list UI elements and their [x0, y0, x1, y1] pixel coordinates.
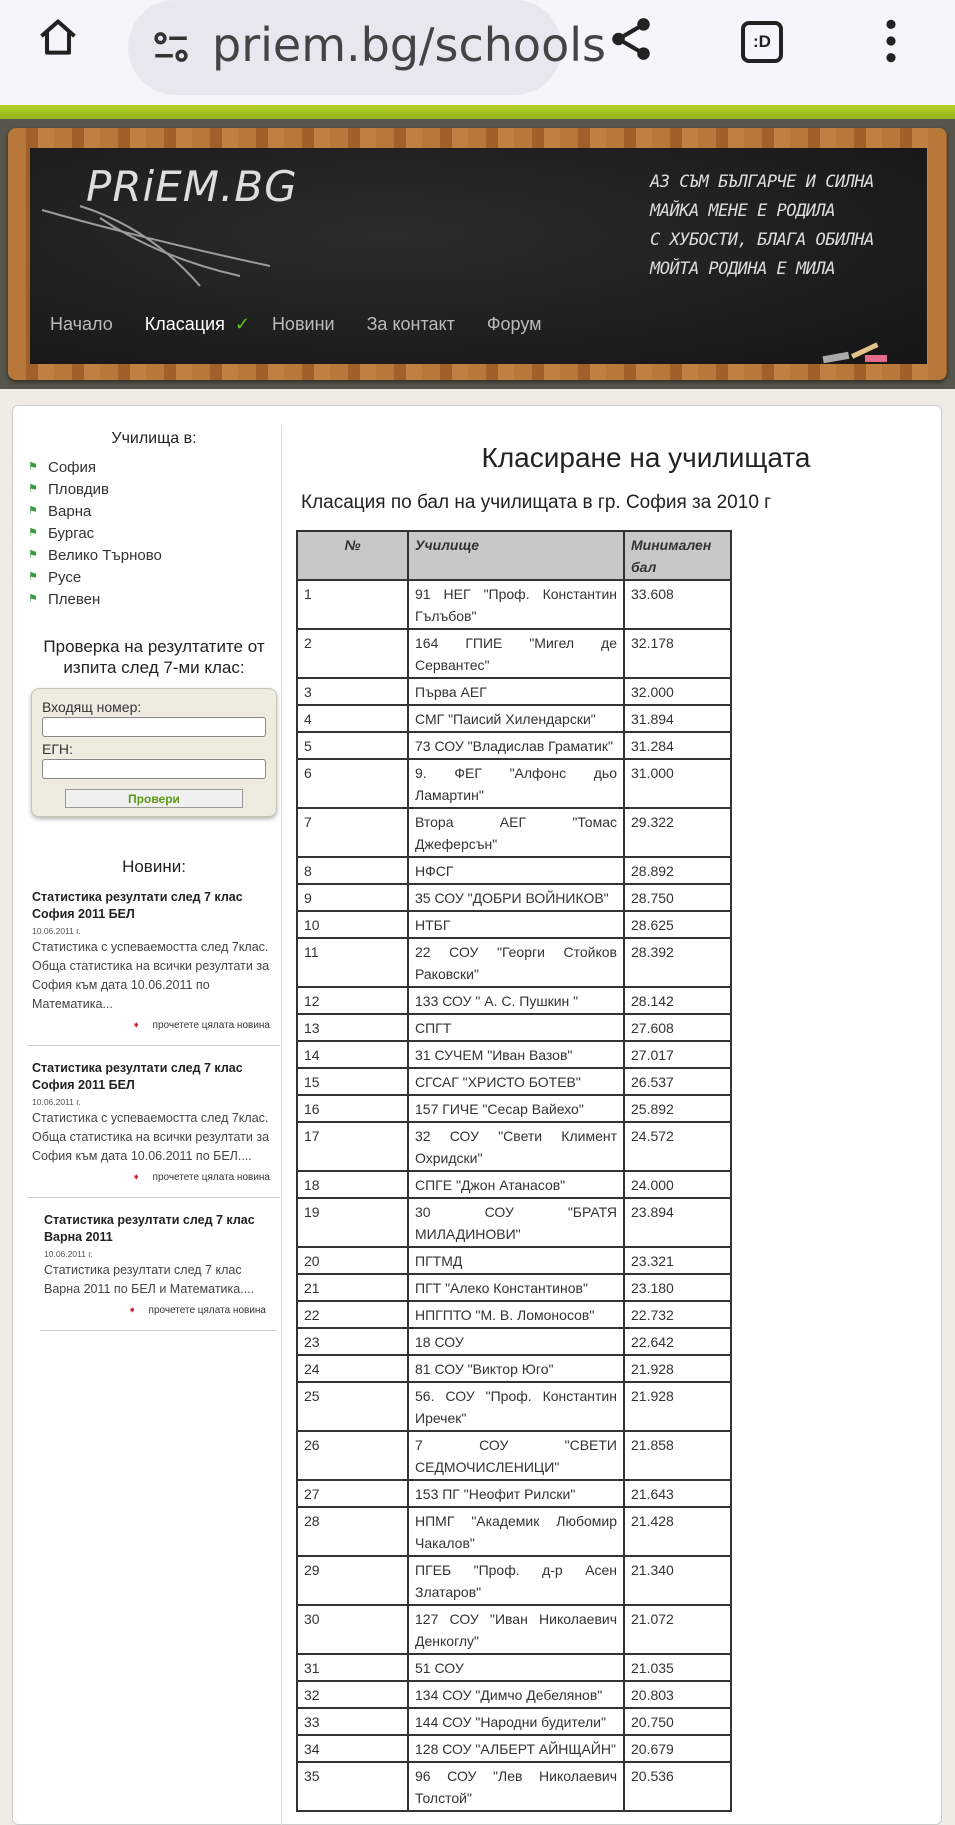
score-cell: 23.321	[624, 1247, 731, 1274]
city-link[interactable]: София	[48, 458, 97, 476]
school-cell: 7 СОУ "СВЕТИ СЕДМОЧИСЛЕНИЦИ"	[408, 1431, 624, 1480]
rank-cell: 27	[297, 1480, 408, 1507]
city-link[interactable]: Русе	[48, 568, 82, 586]
score-cell: 33.608	[624, 580, 731, 629]
rank-cell: 11	[297, 938, 408, 987]
school-cell: 133 СОУ " А. С. Пушкин "	[408, 987, 624, 1014]
flag-icon: ⚑	[28, 548, 38, 561]
school-cell: 157 ГИЧЕ "Сесар Вайехо"	[408, 1095, 624, 1122]
rank-cell: 9	[297, 884, 408, 911]
score-cell: 31.000	[624, 759, 731, 808]
news-title: Новини:	[122, 857, 186, 876]
school-cell: 144 СОУ "Народни будители"	[408, 1708, 624, 1735]
table-row	[297, 1382, 731, 1431]
school-cell: СПГТ	[408, 1014, 624, 1041]
score-cell: 32.000	[624, 678, 731, 705]
table-row	[297, 987, 731, 1014]
flag-icon: ⚑	[28, 526, 38, 539]
sidebar-item-city[interactable]	[28, 544, 280, 566]
rank-cell: 2	[297, 629, 408, 678]
score-cell: 31.894	[624, 705, 731, 732]
table-row	[297, 732, 731, 759]
city-link[interactable]: Плевен	[48, 590, 101, 608]
news-item	[40, 1212, 276, 1331]
rank-cell: 1	[297, 580, 408, 629]
score-cell: 28.392	[624, 938, 731, 987]
school-cell: 51 СОУ	[408, 1654, 624, 1681]
poem-line: АЗ СЪМ БЪЛГАРЧЕ И СИЛНА	[650, 172, 874, 192]
school-cell: 30 СОУ "БРАТЯ МИЛАДИНОВИ"	[408, 1198, 624, 1247]
news-title-link[interactable]: Статистика резултати след 7 клас София 2011 БЕЛ	[32, 1061, 243, 1092]
score-cell: 21.643	[624, 1480, 731, 1507]
school-cell: 128 СОУ "АЛБЕРТ АЙНЩАЙН"	[408, 1735, 624, 1762]
read-more-label[interactable]: прочетете цялата новина	[152, 1020, 270, 1031]
score-cell: 20.750	[624, 1708, 731, 1735]
rank-cell: 15	[297, 1068, 408, 1095]
school-cell: 164 ГПИЕ "Мигел де Сервантес"	[408, 629, 624, 678]
table-row	[297, 884, 731, 911]
nav-contact[interactable]: За контакт	[366, 314, 455, 334]
news-date: 10.06.2011 г.	[44, 1249, 93, 1259]
score-cell: 27.017	[624, 1041, 731, 1068]
table-row	[297, 1247, 731, 1274]
school-cell: 35 СОУ "ДОБРИ ВОЙНИКОВ"	[408, 884, 624, 911]
rank-cell: 31	[297, 1654, 408, 1681]
number-label: Входящ номер:	[42, 699, 142, 715]
rank-cell: 5	[297, 732, 408, 759]
school-cell: 81 СОУ "Виктор Юго"	[408, 1355, 624, 1382]
rank-cell: 14	[297, 1041, 408, 1068]
school-cell: Първа АЕГ	[408, 678, 624, 705]
schools-title: Училища в:	[111, 430, 197, 447]
site-settings-icon[interactable]	[150, 26, 192, 68]
poem	[650, 168, 874, 284]
score-cell: 26.537	[624, 1068, 731, 1095]
score-cell: 21.928	[624, 1355, 731, 1382]
school-cell: НФСГ	[408, 857, 624, 884]
main-nav	[50, 314, 574, 335]
news-excerpt: Статистика с успеваемостта след 7клас. Обща статистика на всички резултати за София към дата 10.06.2011 по БЕЛ....	[32, 1111, 270, 1163]
table-row	[297, 678, 731, 705]
city-link[interactable]: Варна	[48, 502, 92, 520]
chalkboard	[30, 148, 927, 364]
rank-cell: 28	[297, 1507, 408, 1556]
score-cell: 20.536	[624, 1762, 731, 1811]
table-row	[297, 1480, 731, 1507]
score-cell: 20.803	[624, 1681, 731, 1708]
rank-cell: 10	[297, 911, 408, 938]
read-more-label[interactable]: прочетете цялата новина	[148, 1305, 266, 1316]
city-link[interactable]: Пловдив	[48, 480, 109, 498]
rank-cell: 17	[297, 1122, 408, 1171]
score-cell: 29.322	[624, 808, 731, 857]
city-link[interactable]: Бургас	[48, 524, 95, 542]
table-row	[297, 1095, 731, 1122]
score-cell: 23.894	[624, 1198, 731, 1247]
score-cell: 28.892	[624, 857, 731, 884]
score-cell: 21.928	[624, 1382, 731, 1431]
top-accent-strip	[0, 105, 955, 119]
page-title: Класиране на училищата	[481, 442, 811, 473]
nav-forum[interactable]: Форум	[486, 314, 542, 334]
table-row	[297, 1122, 731, 1171]
table-row	[297, 1708, 731, 1735]
rank-cell: 34	[297, 1735, 408, 1762]
score-cell: 24.000	[624, 1171, 731, 1198]
rank-cell: 32	[297, 1681, 408, 1708]
check-title: Проверка на резултатите от изпита след 7-ми клас:	[43, 637, 265, 677]
score-cell: 23.180	[624, 1274, 731, 1301]
school-cell: 22 СОУ "Георги Стойков Раковски"	[408, 938, 624, 987]
city-link[interactable]: Велико Търново	[48, 546, 162, 564]
poem-line: МОЙТА РОДИНА Е МИЛА	[650, 259, 835, 279]
rank-cell: 30	[297, 1605, 408, 1654]
rank-cell: 4	[297, 705, 408, 732]
rank-cell: 35	[297, 1762, 408, 1811]
table-row	[297, 705, 731, 732]
table-row	[297, 1041, 731, 1068]
url-text[interactable]: priem.bg/schools	[212, 18, 606, 72]
school-cell: 73 СОУ "Владислав Граматик"	[408, 732, 624, 759]
school-cell: ПГТ "Алеко Константинов"	[408, 1274, 624, 1301]
nav-home[interactable]: Начало	[50, 314, 113, 334]
table-row	[297, 1556, 731, 1605]
read-more-link[interactable]	[32, 1020, 276, 1031]
score-cell: 32.178	[624, 629, 731, 678]
score-cell: 21.072	[624, 1605, 731, 1654]
rank-cell: 25	[297, 1382, 408, 1431]
school-cell: 91 НЕГ "Проф. Константин Гълъбов"	[408, 580, 624, 629]
page-subtitle: Класация по бал на училищата в гр. София за 2010 г	[301, 492, 772, 513]
home-icon[interactable]	[36, 16, 80, 60]
flag-icon: ⚑	[28, 482, 38, 495]
sidebar-item-city[interactable]	[28, 478, 280, 500]
school-cell: СМГ "Паисий Хилендарски"	[408, 705, 624, 732]
school-cell: НТБГ	[408, 911, 624, 938]
table-row	[297, 1328, 731, 1355]
rank-cell: 20	[297, 1247, 408, 1274]
check-icon: ✓	[234, 314, 250, 334]
school-cell: 56. СОУ "Проф. Константин Иречек"	[408, 1382, 624, 1431]
school-cell: 153 ПГ "Неофит Рилски"	[408, 1480, 624, 1507]
rank-cell: 21	[297, 1274, 408, 1301]
city-list	[28, 456, 280, 610]
table-header	[297, 531, 731, 580]
school-cell: 32 СОУ "Свети Климент Охридски"	[408, 1122, 624, 1171]
address-bar[interactable]	[128, 0, 606, 95]
read-more-link[interactable]	[32, 1172, 276, 1183]
table-row	[297, 808, 731, 857]
news-title-link[interactable]: Статистика резултати след 7 клас Варна 2011	[44, 1213, 255, 1244]
read-more-label[interactable]: прочетете цялата новина	[152, 1172, 270, 1183]
news-list	[28, 889, 280, 1331]
sidebar-item-city[interactable]	[28, 522, 280, 544]
arrow-icon: ➧	[128, 1305, 137, 1316]
read-more-link[interactable]	[44, 1305, 272, 1316]
score-cell: 27.608	[624, 1014, 731, 1041]
chalkboard-header	[8, 128, 947, 380]
news-item	[28, 889, 280, 1046]
table-row	[297, 1735, 731, 1762]
check-button[interactable]: Провери	[65, 789, 243, 808]
rank-cell: 33	[297, 1708, 408, 1735]
rank-cell: 24	[297, 1355, 408, 1382]
school-cell: СГСАГ "ХРИСТО БОТЕВ"	[408, 1068, 624, 1095]
egn-input[interactable]	[42, 759, 266, 779]
column-divider	[281, 425, 282, 1825]
table-row	[297, 1355, 731, 1382]
main-content	[296, 430, 936, 1812]
col-number: №	[297, 531, 408, 580]
rank-cell: 13	[297, 1014, 408, 1041]
table-row	[297, 1068, 731, 1095]
score-cell: 20.679	[624, 1735, 731, 1762]
poem-line: С ХУБОСТИ, БЛАГА ОБИЛНА	[650, 230, 874, 250]
table-row	[297, 1301, 731, 1328]
nav-ranking[interactable]: Класация	[144, 314, 225, 334]
chalk-scribble-icon	[40, 198, 280, 288]
table-row	[297, 1014, 731, 1041]
rank-cell: 23	[297, 1328, 408, 1355]
browser-toolbar	[0, 0, 955, 105]
share-icon[interactable]	[606, 14, 656, 64]
table-row	[297, 938, 731, 987]
table-row	[297, 580, 731, 629]
table-row	[297, 1681, 731, 1708]
table-row	[297, 1274, 731, 1301]
score-cell: 21.340	[624, 1556, 731, 1605]
score-cell: 31.284	[624, 732, 731, 759]
rank-cell: 22	[297, 1301, 408, 1328]
flag-icon: ⚑	[28, 570, 38, 583]
result-check-form	[31, 688, 277, 817]
number-input[interactable]	[42, 717, 266, 737]
school-cell: СПГЕ "Джон Атанасов"	[408, 1171, 624, 1198]
school-cell: ПГТМД	[408, 1247, 624, 1274]
col-school: Училище	[408, 531, 624, 580]
sidebar-item-city[interactable]	[28, 500, 280, 522]
tab-switcher-icon[interactable]: :D	[741, 21, 783, 63]
sidebar-item-city[interactable]	[28, 588, 280, 610]
table-row	[297, 1605, 731, 1654]
score-cell: 25.892	[624, 1095, 731, 1122]
ranking-table	[296, 530, 732, 1812]
score-cell: 21.858	[624, 1431, 731, 1480]
school-cell: 18 СОУ	[408, 1328, 624, 1355]
news-excerpt: Статистика с успеваемостта след 7клас. Обща статистика на всички резултати за София към дата 10.06.2011 по Математика...	[32, 940, 270, 1011]
news-date: 10.06.2011 г.	[32, 926, 81, 936]
rank-cell: 26	[297, 1431, 408, 1480]
table-row	[297, 857, 731, 884]
score-cell: 21.428	[624, 1507, 731, 1556]
sidebar-item-city[interactable]	[28, 456, 280, 478]
rank-cell: 12	[297, 987, 408, 1014]
rank-cell: 19	[297, 1198, 408, 1247]
rank-cell: 16	[297, 1095, 408, 1122]
score-cell: 22.732	[624, 1301, 731, 1328]
table-row	[297, 629, 731, 678]
score-cell: 28.142	[624, 987, 731, 1014]
rank-cell: 18	[297, 1171, 408, 1198]
school-cell: 96 СОУ "Лев Николаевич Толстой"	[408, 1762, 624, 1811]
sidebar	[28, 420, 280, 1345]
table-row	[297, 1198, 731, 1247]
table-row	[297, 1507, 731, 1556]
table-row	[297, 1171, 731, 1198]
table-row	[297, 1431, 731, 1480]
score-cell: 24.572	[624, 1122, 731, 1171]
rank-cell: 3	[297, 678, 408, 705]
site-logo[interactable]: PRiEM.BG	[86, 162, 298, 211]
table-row	[297, 759, 731, 808]
table-row	[297, 1654, 731, 1681]
more-menu-icon[interactable]	[876, 16, 906, 66]
rank-cell: 6	[297, 759, 408, 808]
poem-line: МАЙКА МЕНЕ Е РОДИЛА	[650, 201, 835, 221]
rank-cell: 7	[297, 808, 408, 857]
table-row	[297, 1762, 731, 1811]
table-row	[297, 911, 731, 938]
sidebar-item-city[interactable]	[28, 566, 280, 588]
news-item	[28, 1060, 280, 1198]
score-cell: 22.642	[624, 1328, 731, 1355]
flag-icon: ⚑	[28, 460, 38, 473]
school-cell: ПГЕБ "Проф. д-р Асен Златаров"	[408, 1556, 624, 1605]
nav-news[interactable]: Новини	[271, 314, 335, 334]
school-cell: 127 СОУ "Иван Николаевич Денкоглу"	[408, 1605, 624, 1654]
school-cell: Втора АЕГ "Томас Джеферсън"	[408, 808, 624, 857]
news-date: 10.06.2011 г.	[32, 1097, 81, 1107]
arrow-icon: ➧	[132, 1172, 141, 1183]
score-cell: 21.035	[624, 1654, 731, 1681]
news-title-link[interactable]: Статистика резултати след 7 клас София 2011 БЕЛ	[32, 890, 243, 921]
flag-icon: ⚑	[28, 504, 38, 517]
arrow-icon: ➧	[132, 1020, 141, 1031]
school-cell: НПГПТО "М. В. Ломоносов"	[408, 1301, 624, 1328]
rank-cell: 29	[297, 1556, 408, 1605]
score-cell: 28.750	[624, 884, 731, 911]
chalk-eraser-icon	[821, 346, 891, 362]
school-cell: 31 СУЧЕМ "Иван Вазов"	[408, 1041, 624, 1068]
news-excerpt: Статистика резултати след 7 клас Варна 2011 по БЕЛ и Математика....	[44, 1263, 255, 1296]
flag-icon: ⚑	[28, 592, 38, 605]
egn-label: ЕГН:	[42, 741, 73, 757]
school-cell: НПМГ "Академик Любомир Чакалов"	[408, 1507, 624, 1556]
school-cell: 134 СОУ "Димчо Дебелянов"	[408, 1681, 624, 1708]
rank-cell: 8	[297, 857, 408, 884]
col-min-score: Минимален бал	[624, 531, 731, 580]
score-cell: 28.625	[624, 911, 731, 938]
school-cell: 9. ФЕГ "Алфонс дьо Ламартин"	[408, 759, 624, 808]
